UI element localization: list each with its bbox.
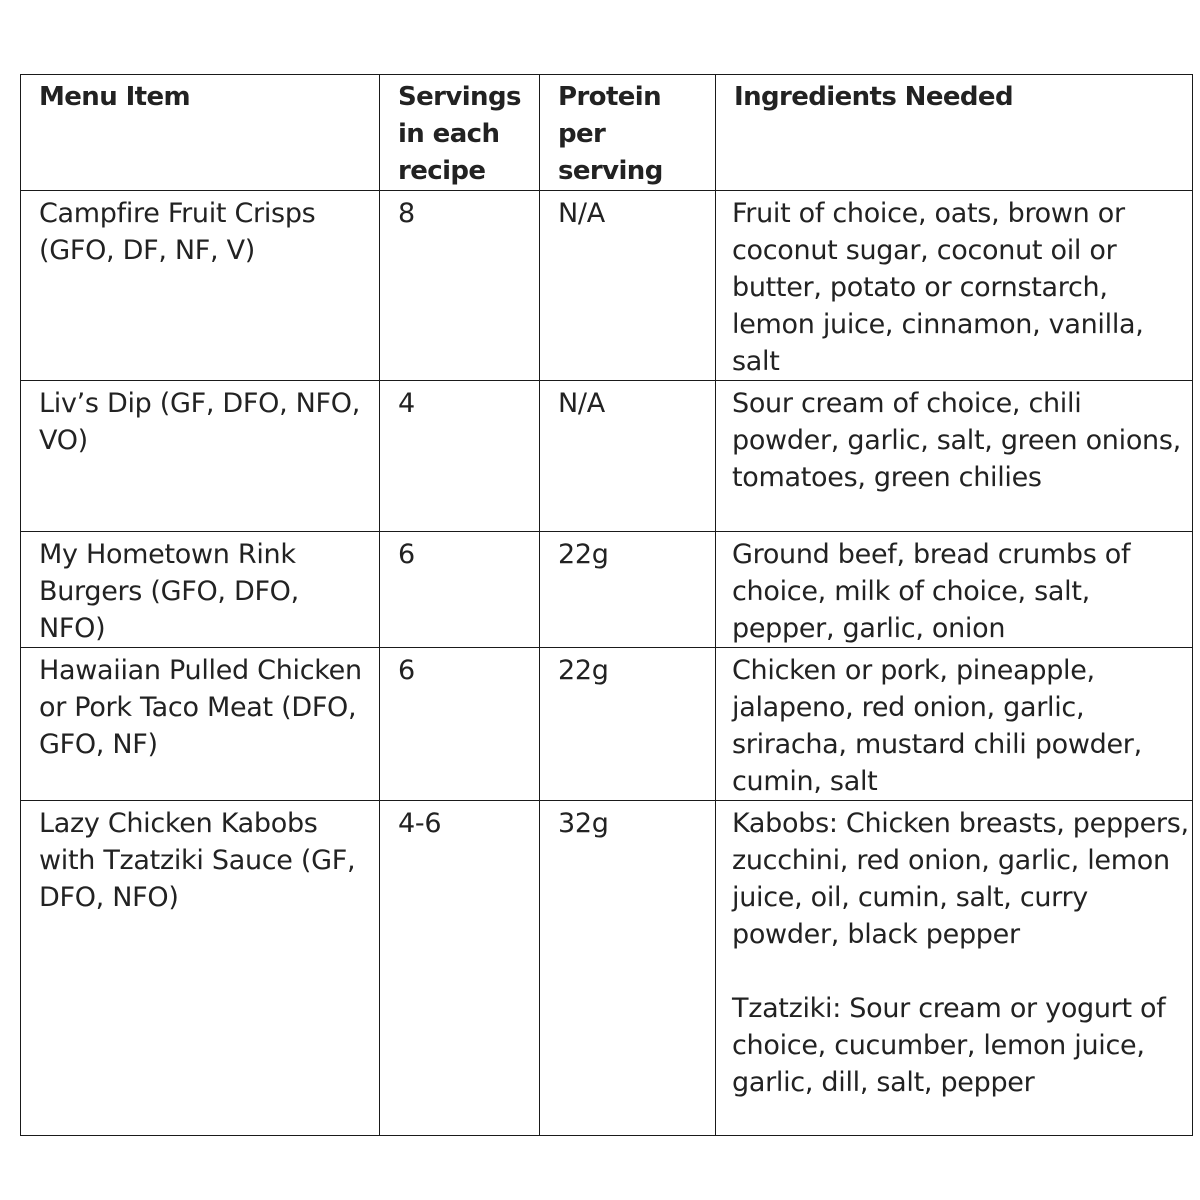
protein-cell: N/A — [540, 191, 716, 381]
ingredients-cell — [716, 381, 1193, 532]
table-row — [21, 648, 1193, 801]
header-servings: Servings in each recipe — [380, 75, 540, 191]
servings-cell: 4 — [380, 381, 540, 532]
menu-item-cell: Liv’s Dip (GF, DFO, NFO, VO) — [21, 381, 380, 532]
table-row — [21, 532, 1193, 648]
menu-table — [20, 74, 1193, 1136]
ingredients-text: Fruit of choice, oats, brown or coconut sugar, coconut oil or butter, potato or cornstarch, lemon juice, cinnamon, vanilla, salt — [732, 198, 1144, 377]
ingredients-text: Chicken or pork, pineapple, jalapeno, red onion, garlic, sriracha, mustard chili powder, cumin, salt — [732, 655, 1142, 797]
servings-cell: 6 — [380, 532, 540, 648]
table-header-row — [21, 75, 1193, 191]
ingredients-cell — [716, 648, 1193, 801]
ingredients-text: Ground beef, bread crumbs of choice, milk of choice, salt, pepper, garlic, onion — [732, 539, 1131, 644]
ingredients-cell — [716, 532, 1193, 648]
servings-cell: 6 — [380, 648, 540, 801]
menu-item-cell: Hawaiian Pulled Chicken or Pork Taco Meat (DFO, GFO, NF) — [21, 648, 380, 801]
ingredients-cell — [716, 801, 1193, 1136]
table-row — [21, 191, 1193, 381]
header-protein: Protein per serving — [540, 75, 716, 191]
table-row — [21, 801, 1193, 1136]
menu-item-cell: Campfire Fruit Crisps (GFO, DF, NF, V) — [21, 191, 380, 381]
protein-cell: 32g — [540, 801, 716, 1136]
servings-cell: 8 — [380, 191, 540, 381]
ingredients-cell — [716, 191, 1193, 381]
protein-cell: 22g — [540, 532, 716, 648]
servings-cell: 4-6 — [380, 801, 540, 1136]
table-row — [21, 381, 1193, 532]
protein-cell: 22g — [540, 648, 716, 801]
ingredients-text-kabobs: Kabobs: Chicken breasts, peppers, zucchini, red onion, garlic, lemon juice, oil, cumin, salt, curry powder, black pepper — [732, 808, 1189, 950]
menu-item-cell: Lazy Chicken Kabobs with Tzatziki Sauce (GF, DFO, NFO) — [21, 801, 380, 1136]
ingredients-text: Sour cream of choice, chili powder, garlic, salt, green onions, tomatoes, green chilies — [732, 388, 1181, 493]
ingredients-text-tzatziki: Tzatziki: Sour cream or yogurt of choice, cucumber, lemon juice, garlic, dill, salt, pepper — [732, 993, 1166, 1098]
menu-item-cell: My Hometown Rink Burgers (GFO, DFO, NFO) — [21, 532, 380, 648]
protein-cell: N/A — [540, 381, 716, 532]
header-menu-item: Menu Item — [21, 75, 380, 191]
header-ingredients: Ingredients Needed — [716, 75, 1193, 191]
